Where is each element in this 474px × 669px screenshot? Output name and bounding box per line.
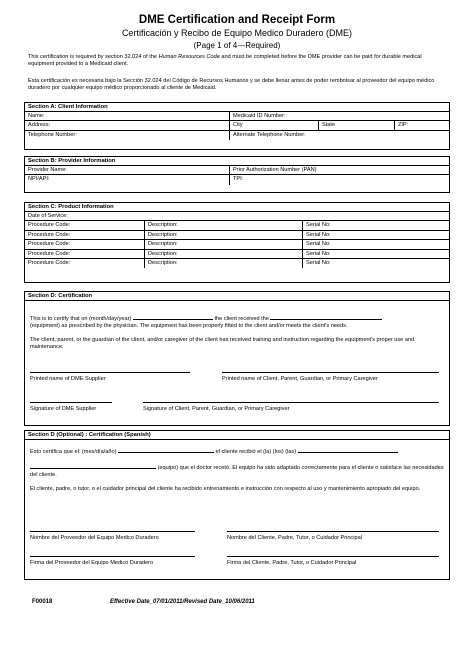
date-of-service-field[interactable]: Date of Service:: [28, 213, 68, 219]
serial-no-field[interactable]: Serial No:: [306, 250, 331, 257]
table-row: [25, 231, 449, 240]
section-d-spanish-heading: Section D (Optional) : Certification (Spanish): [25, 431, 449, 440]
provider-name-field[interactable]: Provider Name:: [25, 166, 230, 174]
cert-date-label: This is to certify that on (month/day/year): [30, 316, 132, 322]
sig-supplier-label: Signature of DME Supplier: [30, 406, 97, 412]
supplier-name-line[interactable]: [30, 372, 190, 373]
table-row: [25, 121, 449, 130]
page-title: DME Certification and Receipt Form: [138, 14, 336, 26]
procedure-code-field[interactable]: Procedure Code:: [25, 231, 145, 239]
table-row: [25, 112, 449, 121]
certification-statement-spanish: [30, 447, 444, 456]
serial-no-field[interactable]: Serial No:: [306, 241, 331, 248]
medicaid-id-field[interactable]: Medicaid ID Number:: [233, 113, 286, 119]
supplier-signature-line-spanish[interactable]: [30, 556, 195, 557]
serial-no-field[interactable]: Serial No:: [306, 222, 331, 229]
description-field[interactable]: Description:: [145, 221, 303, 229]
zip-field[interactable]: ZIP:: [398, 122, 409, 129]
section-d-spanish-certification: [24, 430, 450, 580]
cert-equipment-line[interactable]: [270, 314, 382, 320]
alt-telephone-field[interactable]: Alternate Telephone Number:: [233, 131, 306, 138]
intro-spanish: Esta certificación es necesaria bajo la Sección 32.024 del Código de Recursos Humanos y se debe llenar antes de poder rembolsar al proveedor del equipo médico duradero por cualquier equipo médico proporcionado al cliente de Medicaid.: [28, 78, 435, 92]
section-a-client-info: [24, 102, 450, 150]
intro-code-name: Human Resources Code: [158, 54, 220, 60]
procedure-code-field[interactable]: Procedure Code:: [25, 250, 145, 258]
caregiver-statement: The client, parent, or the guardian of the client, and/or caregiver of the client has received training and instruction regarding the equipment's proper use and maintenance.: [30, 337, 415, 351]
section-c-product-info: [24, 202, 450, 283]
printed-client-label: Printed name of Client, Parent, Guardian, or Primary Caregiver: [222, 376, 378, 382]
caregiver-statement-spanish: El cliente, padre, o tutor, o el cuidador principal del cliente ha recibido entrenamiento e instrucción con respecto al uso y mantenimiento apropiado del equipo.: [30, 486, 421, 492]
sig-client-label: Signature of Client, Parent, Guardian, or Primary Caregiver: [143, 406, 290, 412]
table-row: [25, 250, 449, 259]
procedure-code-field[interactable]: Procedure Code:: [25, 259, 145, 268]
pan-field[interactable]: Prior Authorization Number (PAN): [233, 167, 317, 173]
cert-received-label-spanish: el cliente recibió el (la) (los) (las): [215, 449, 297, 455]
sig-supplier-label-spanish: Firma del Proveedor del Equipo Medico Duradero: [30, 560, 154, 566]
equipment-line-spanish[interactable]: [30, 463, 156, 469]
description-field[interactable]: Description:: [145, 250, 303, 258]
client-name-line[interactable]: [222, 372, 439, 373]
cert-equipment-text: (equipment) as prescribed by the physician. The equipment has been properly fitted to the client and/or meets the client's needs.: [30, 323, 348, 330]
client-signature-line-spanish[interactable]: [227, 556, 439, 557]
effective-date: Effective Date_07/01/2011/Revised Date_10/06/2011: [110, 599, 255, 605]
sig-client-label-spanish: Firma del Cliente, Padre, Tutor, o Cuidador Principal: [227, 560, 357, 566]
form-code: F00018: [32, 599, 53, 605]
section-a-heading: Section A: Client Information: [25, 103, 449, 112]
table-row: [25, 240, 449, 249]
table-row: [25, 131, 449, 140]
description-field[interactable]: Description:: [145, 231, 303, 239]
client-name-line-spanish[interactable]: [227, 531, 439, 532]
table-row: [25, 166, 449, 175]
address-field[interactable]: Address:: [25, 121, 230, 129]
intro-english-pre: This certification is required by section 32.024 of the: [28, 54, 159, 60]
procedure-code-field[interactable]: Procedure Code:: [25, 240, 145, 248]
cert-received-label: the client received the: [214, 316, 269, 322]
printed-client-label-spanish: Nombre del Cliente, Padre, Tutor, o Cuidador Principal: [227, 535, 362, 541]
table-row: [25, 175, 449, 184]
city-field[interactable]: City: [230, 121, 319, 129]
section-c-heading: Section C: Product Information: [25, 203, 449, 212]
page-subtitle: Certificación y Recibo de Equipo Medico Duradero (DME): [121, 28, 353, 38]
client-signature-line[interactable]: [143, 402, 439, 403]
procedure-code-field[interactable]: Procedure Code:: [25, 221, 145, 229]
table-row: [25, 259, 449, 268]
cert-date-label-spanish: Esto certifica que el: (mes/día/año): [30, 449, 117, 455]
cert-equipment-line-spanish[interactable]: [298, 447, 398, 453]
serial-no-field[interactable]: Serial No:: [306, 259, 331, 266]
telephone-field[interactable]: Telephone Number:: [25, 131, 230, 140]
printed-supplier-label-spanish: Nombre del Proveedor del Equipo Medico Duradero: [30, 535, 159, 541]
section-d-certification: [24, 291, 450, 426]
cert-equipment-text-spanish: (equipo) que el doctor recetó. El equipo ha sido adaptado correctamente para el cliente o satisface las necesidades del cliente.: [30, 465, 444, 479]
description-field[interactable]: Description:: [145, 259, 303, 268]
serial-no-field[interactable]: Serial No:: [306, 231, 331, 238]
section-b-heading: Section B: Provider Information: [25, 157, 449, 166]
printed-supplier-label: Printed name of DME Supplier: [30, 376, 106, 382]
tpi-field[interactable]: TPI:: [233, 176, 244, 183]
page-info: (Page 1 of 4---Required): [193, 41, 281, 50]
name-field[interactable]: Name:: [25, 112, 230, 120]
section-d-heading: Section D: Certification: [25, 292, 449, 301]
cert-date-line-spanish[interactable]: [118, 447, 214, 453]
intro-english-post: and must be completed before the DME provider can be paid for durable medical equipment provided to a Medicaid client.: [28, 54, 422, 68]
supplier-name-line-spanish[interactable]: [30, 531, 195, 532]
description-field[interactable]: Description:: [145, 240, 303, 248]
cert-date-line[interactable]: [133, 314, 213, 320]
intro-english: [28, 54, 448, 68]
table-row: [25, 212, 449, 221]
section-b-provider-info: [24, 156, 450, 193]
npi-field[interactable]: NPI/API:: [25, 175, 230, 184]
state-field[interactable]: State: [319, 121, 395, 129]
table-row: [25, 221, 449, 230]
supplier-signature-line[interactable]: [30, 402, 112, 403]
equipment-statement-spanish: [30, 463, 444, 479]
certification-statement: [30, 314, 444, 330]
